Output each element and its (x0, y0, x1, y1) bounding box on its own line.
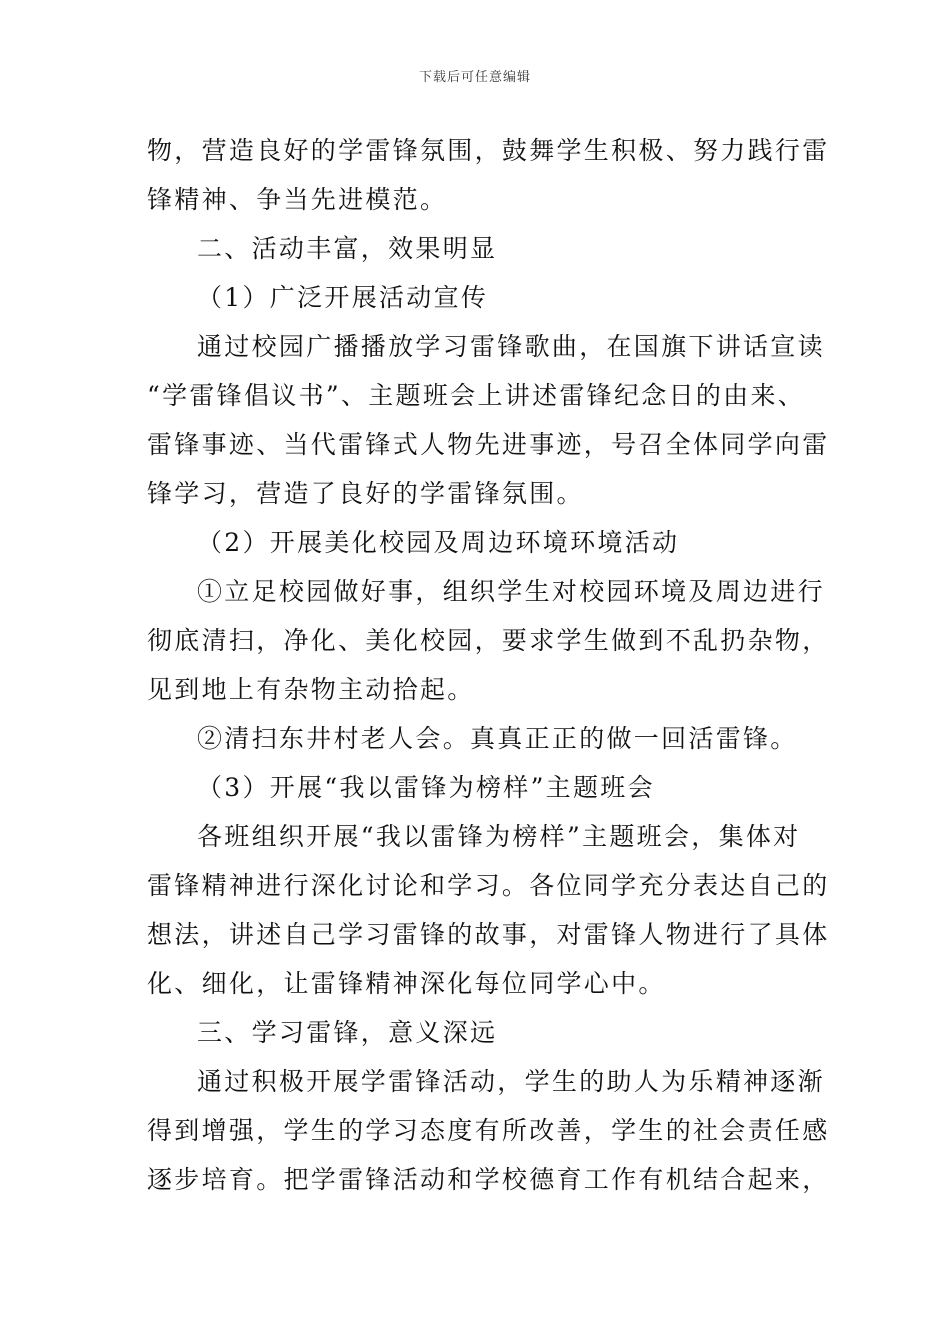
document-body (147, 126, 830, 1204)
section-heading-2: 二、活动丰富，效果明显 (197, 234, 498, 263)
text-line-6: “学雷锋倡议书”、主题班会上讲述雷锋纪念日的由来、 (147, 381, 806, 410)
text-line-13: ②清扫东井村老人会。真真正正的做一回活雷锋。 (197, 724, 798, 753)
text-line-15: 各班组织开展“我以雷锋为榜样”主题班会，集体对 (197, 822, 801, 851)
text-line-1: 物，营造良好的学雷锋氛围，鼓舞学生积极、努力践行雷 (147, 136, 830, 165)
text-line-12: 见到地上有杂物主动拾起。 (147, 675, 475, 704)
text-line-2: 锋精神、争当先进模范。 (147, 185, 448, 214)
text-line-18: 化、细化，让雷锋精神深化每位同学心中。 (147, 969, 666, 998)
text-line-17: 想法，讲述自己学习雷锋的故事，对雷锋人物进行了具体 (147, 920, 830, 949)
text-line-8: 锋学习，营造了良好的学雷锋氛围。 (147, 479, 584, 508)
page-header: 下载后可任意编辑 (418, 70, 531, 85)
text-line-10: ①立足校园做好事，组织学生对校园环境及周边进行 (197, 577, 825, 606)
text-line-16: 雷锋精神进行深化讨论和学习。各位同学充分表达自己的 (147, 871, 830, 900)
subheading-1: （1）广泛开展活动宣传 (197, 283, 489, 312)
text-line-20: 通过积极开展学雷锋活动，学生的助人为乐精神逐渐 (197, 1067, 825, 1096)
text-line-22: 逐步培育。把学雷锋活动和学校德育工作有机结合起来， (147, 1165, 830, 1194)
text-line-5: 通过校园广播播放学习雷锋歌曲，在国旗下讲话宣读 (197, 332, 825, 361)
section-heading-3: 三、学习雷锋，意义深远 (197, 1018, 498, 1047)
text-line-21: 得到增强，学生的学习态度有所改善，学生的社会责任感 (147, 1116, 830, 1145)
subheading-3: （3）开展“我以雷锋为榜样”主题班会 (197, 773, 655, 802)
text-line-7: 雷锋事迹、当代雷锋式人物先进事迹，号召全体同学向雷 (147, 430, 830, 459)
text-line-11: 彻底清扫，净化、美化校园，要求学生做到不乱扔杂物， (147, 626, 830, 655)
subheading-2: （2）开展美化校园及周边环境环境活动 (197, 528, 680, 557)
